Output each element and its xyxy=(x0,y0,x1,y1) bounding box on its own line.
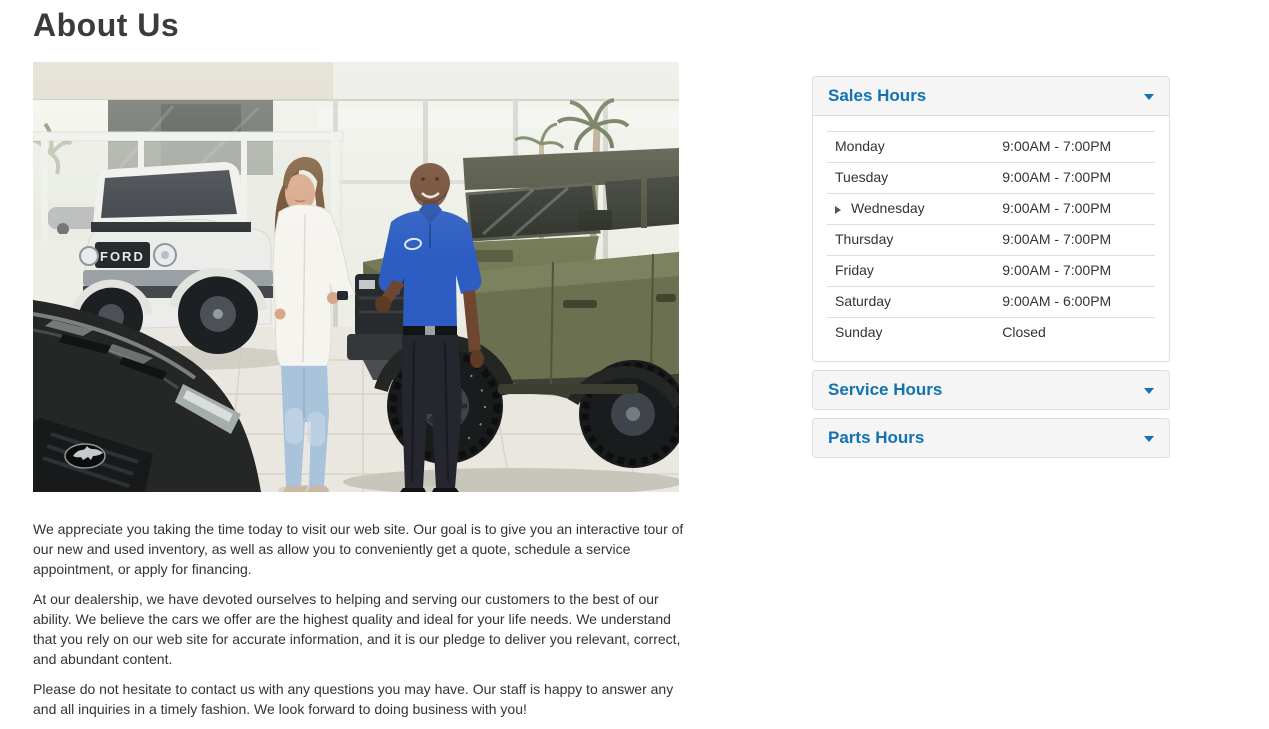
sales-hours-title: Sales Hours xyxy=(828,86,927,105)
today-marker-icon xyxy=(835,206,841,214)
sales-hours-body xyxy=(813,115,1169,361)
chevron-down-icon xyxy=(1144,436,1154,442)
hours-value: 9:00AM - 7:00PM xyxy=(994,163,1155,194)
day-label: Wednesday xyxy=(827,194,994,225)
day-label: Thursday xyxy=(827,225,994,256)
hours-value: 9:00AM - 7:00PM xyxy=(994,256,1155,287)
day-label: Monday xyxy=(827,132,994,163)
day-label: Saturday xyxy=(827,287,994,318)
hours-row-sunday xyxy=(827,318,1155,349)
chevron-down-icon xyxy=(1144,388,1154,394)
sales-hours-header[interactable] xyxy=(813,77,1169,115)
hours-value: 9:00AM - 7:00PM xyxy=(994,225,1155,256)
hours-value: Closed xyxy=(994,318,1155,349)
hours-row-thursday xyxy=(827,225,1155,256)
about-paragraph-3: Please do not hesitate to contact us with any questions you may have. Our staff is happy to answer any and all inquiries in a timely fashion. We look forward to doing business with you! xyxy=(33,681,674,717)
sales-hours-table xyxy=(827,131,1155,348)
about-paragraph-2: At our dealership, we have devoted ourselves to helping and serving our customers to the best of our ability. We believe the cars we offer are the highest quality and ideal for your life needs. We understand that you rely on our web site for accurate information, and it is our pledge to deliver you relevant, correct, and abundant content. xyxy=(33,591,681,667)
service-hours-title: Service Hours xyxy=(828,380,943,399)
hours-row-friday xyxy=(827,256,1155,287)
day-label: Friday xyxy=(827,256,994,287)
chevron-down-icon xyxy=(1144,94,1154,100)
day-label: Tuesday xyxy=(827,163,994,194)
hours-row-wednesday-today xyxy=(827,194,1155,225)
hours-value: 9:00AM - 6:00PM xyxy=(994,287,1155,318)
hours-row-tuesday xyxy=(827,163,1155,194)
about-paragraph-1: We appreciate you taking the time today to visit our web site. Our goal is to give you an interactive tour of our new and used inventory, as well as allow you to conveniently get a quote, schedule a service appointment, or apply for financing. xyxy=(33,521,684,577)
hours-row-monday xyxy=(827,132,1155,163)
parts-hours-panel xyxy=(812,418,1170,458)
hours-sidebar xyxy=(812,76,1170,466)
main-content xyxy=(33,0,685,729)
service-hours-header[interactable] xyxy=(813,371,1169,409)
day-label: Sunday xyxy=(827,318,994,349)
parts-hours-header[interactable] xyxy=(813,419,1169,457)
hours-row-saturday xyxy=(827,287,1155,318)
about-text xyxy=(33,519,685,719)
page-title: About Us xyxy=(33,7,180,43)
dealership-showroom-photo xyxy=(33,62,679,492)
hours-value: 9:00AM - 7:00PM xyxy=(994,132,1155,163)
parts-hours-title: Parts Hours xyxy=(828,428,925,447)
sales-hours-panel xyxy=(812,76,1170,362)
service-hours-panel xyxy=(812,370,1170,410)
hours-value: 9:00AM - 7:00PM xyxy=(994,194,1155,225)
